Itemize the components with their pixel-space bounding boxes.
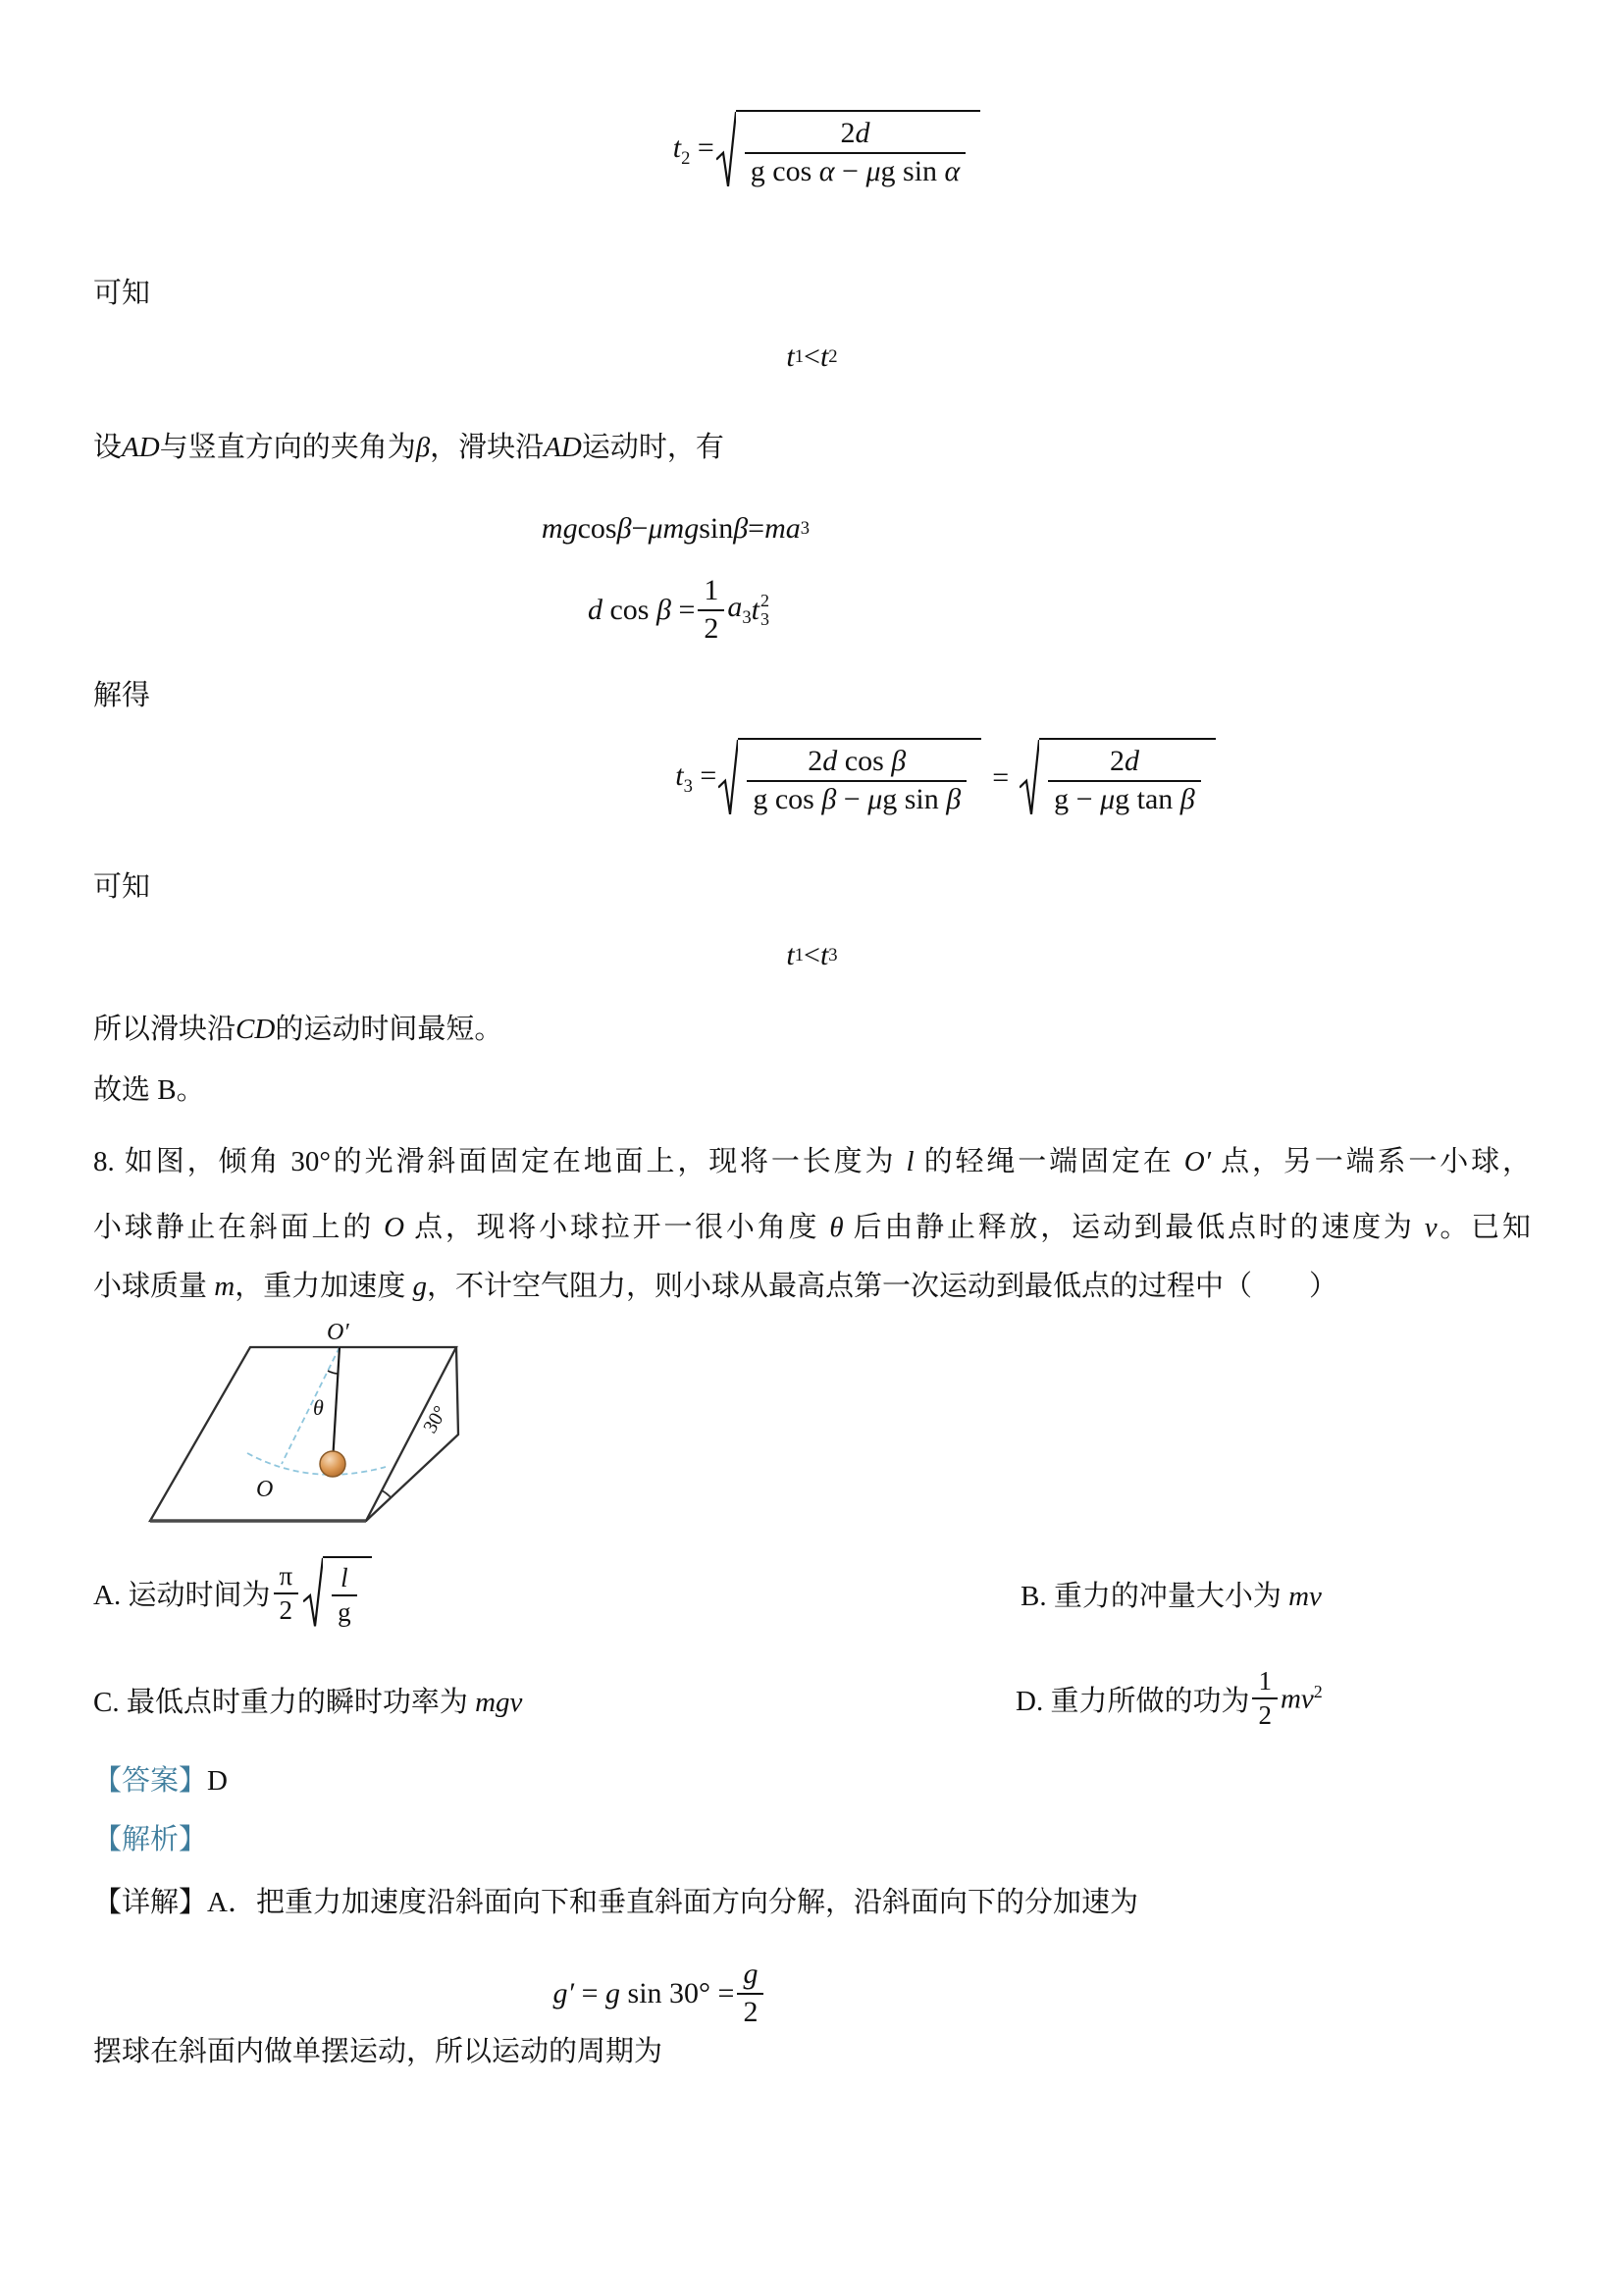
equation-t2-lhs: $t_2$ = bbox=[672, 130, 714, 169]
fraction-denominator: g bbox=[332, 1594, 357, 1628]
equation-g-prime bbox=[93, 1957, 1531, 2029]
question-8-line-1: 8. 如图，倾角 30°的光滑斜面固定在地面上，现将一长度为 l 的轻绳一端固定在 O′ 点，另一端系一小球， bbox=[93, 1146, 1531, 1177]
theta-angle-arc bbox=[328, 1371, 338, 1374]
option-d-mv2: $mv^2$ bbox=[1280, 1681, 1323, 1715]
pendulum-string bbox=[333, 1347, 340, 1462]
equation-g-prime-lead: g′ = g sin 30° = bbox=[552, 1976, 735, 2009]
detail-line: 【详解】A．把重力加速度沿斜面向下和垂直斜面方向分解，沿斜面向下的分加速为 bbox=[93, 1887, 1138, 1918]
equation-lhs: d cos β = bbox=[587, 593, 696, 626]
fraction-one-half: $\frac{1}{2}$ bbox=[698, 574, 724, 646]
sqrt-t2 bbox=[716, 110, 981, 190]
option-c bbox=[93, 1680, 522, 1720]
answer-line bbox=[93, 1762, 1531, 1800]
fraction-g-over-2: $\frac{g}{2}$ bbox=[737, 1957, 763, 2029]
fraction-denominator: g − μg tan β bbox=[1048, 780, 1201, 817]
fraction-numerator: l bbox=[340, 1563, 348, 1592]
option-a-text: A. 运动时间为 bbox=[93, 1580, 271, 1612]
sqrt-radical-icon bbox=[1020, 738, 1039, 818]
equals-sign: = bbox=[992, 761, 1010, 794]
equation-t3-lhs: $t_3$ = bbox=[675, 758, 717, 797]
paragraph-answer-choice-7: 故选 B。 bbox=[93, 1074, 205, 1106]
option-d-text: D. 重力所做的功为 bbox=[1016, 1685, 1250, 1717]
option-b bbox=[1021, 1574, 1322, 1614]
paragraph-set-ad: 设AD与竖直方向的夹角为β，滑块沿AD运动时，有 bbox=[93, 432, 724, 463]
analysis-tag: 【解析】 bbox=[93, 1824, 208, 1855]
equation-t2 bbox=[93, 110, 1531, 190]
fraction-denominator: g cos β − μg sin β bbox=[747, 780, 967, 817]
sqrt-radical-icon bbox=[716, 110, 736, 190]
sqrt-t3-first bbox=[718, 738, 981, 818]
option-b-text: B. 重力的冲量大小为 mv bbox=[1021, 1581, 1322, 1612]
answer-value: D bbox=[207, 1765, 228, 1797]
sqrt-radical-icon bbox=[303, 1556, 323, 1630]
label-o-prime: O′ bbox=[327, 1320, 349, 1345]
dashed-swing-arc bbox=[247, 1453, 386, 1475]
fraction-denominator: g cos α − μg sin α bbox=[745, 152, 967, 189]
equation-kinematics-ad bbox=[93, 574, 1531, 646]
label-o: O bbox=[256, 1477, 274, 1502]
paragraph-period: 摆球在斜面内做单摆运动，所以运动的周期为 bbox=[93, 2036, 663, 2067]
paragraph-kezhi-1: 可知 bbox=[93, 278, 151, 309]
question-8-line-2: 小球静止在斜面上的 O 点，现将小球拉开一很小角度 θ 后由静止释放，运动到最低点时的速度为 v。已知 bbox=[93, 1212, 1531, 1243]
equation-newton-ad: mg cos β − μmg sin β = ma 3 bbox=[541, 512, 811, 545]
option-d bbox=[1016, 1666, 1323, 1731]
question-8-line-3: 小球质量 m，重力加速度 g，不计空气阻力，则小球从最高点第一次运动到最低点的过程中（ ） bbox=[93, 1271, 1337, 1302]
stacked-scripts: 2 3 bbox=[760, 590, 769, 629]
pendulum-ball bbox=[320, 1451, 345, 1477]
label-theta: θ bbox=[313, 1395, 324, 1420]
label-angle-30: 30° bbox=[419, 1402, 452, 1437]
option-c-text: C. 最低点时重力的瞬时功率为 mgv bbox=[93, 1687, 523, 1718]
fraction-numerator: 2d bbox=[840, 117, 870, 149]
relation-t1-lt-t2: t 1 < t 2 bbox=[786, 340, 838, 373]
sqrt-t3-second bbox=[1020, 738, 1216, 818]
fraction-numerator: 2d bbox=[1109, 745, 1139, 777]
sqrt-l-over-g bbox=[303, 1556, 372, 1630]
paragraph-conclusion: 所以滑块沿CD的运动时间最短。 bbox=[93, 1014, 503, 1045]
sqrt-radical-icon bbox=[718, 738, 738, 818]
incline-surface bbox=[150, 1347, 456, 1521]
answer-tag: 【答案】 bbox=[93, 1765, 208, 1797]
a3-term: $a_3$ bbox=[727, 591, 752, 628]
dashed-equilibrium-line bbox=[282, 1347, 340, 1464]
fraction-numerator: 2d cos β bbox=[808, 745, 907, 777]
paragraph-kezhi-2: 可知 bbox=[93, 871, 151, 903]
relation-t1-lt-t3: t 1 < t 3 bbox=[786, 939, 838, 971]
fraction-one-half: $\frac{1}{2}$ bbox=[1252, 1666, 1278, 1731]
equation-t3 bbox=[93, 738, 1531, 818]
incline-pendulum-diagram bbox=[93, 1315, 535, 1545]
fraction-pi-over-2: $\frac{\pi}{2}$ bbox=[273, 1561, 298, 1626]
paragraph-jiede: 解得 bbox=[93, 680, 151, 711]
analysis-line bbox=[93, 1821, 1531, 1859]
angle-30-arc bbox=[382, 1490, 391, 1497]
t-variable: t bbox=[751, 593, 759, 626]
option-a bbox=[93, 1556, 374, 1630]
